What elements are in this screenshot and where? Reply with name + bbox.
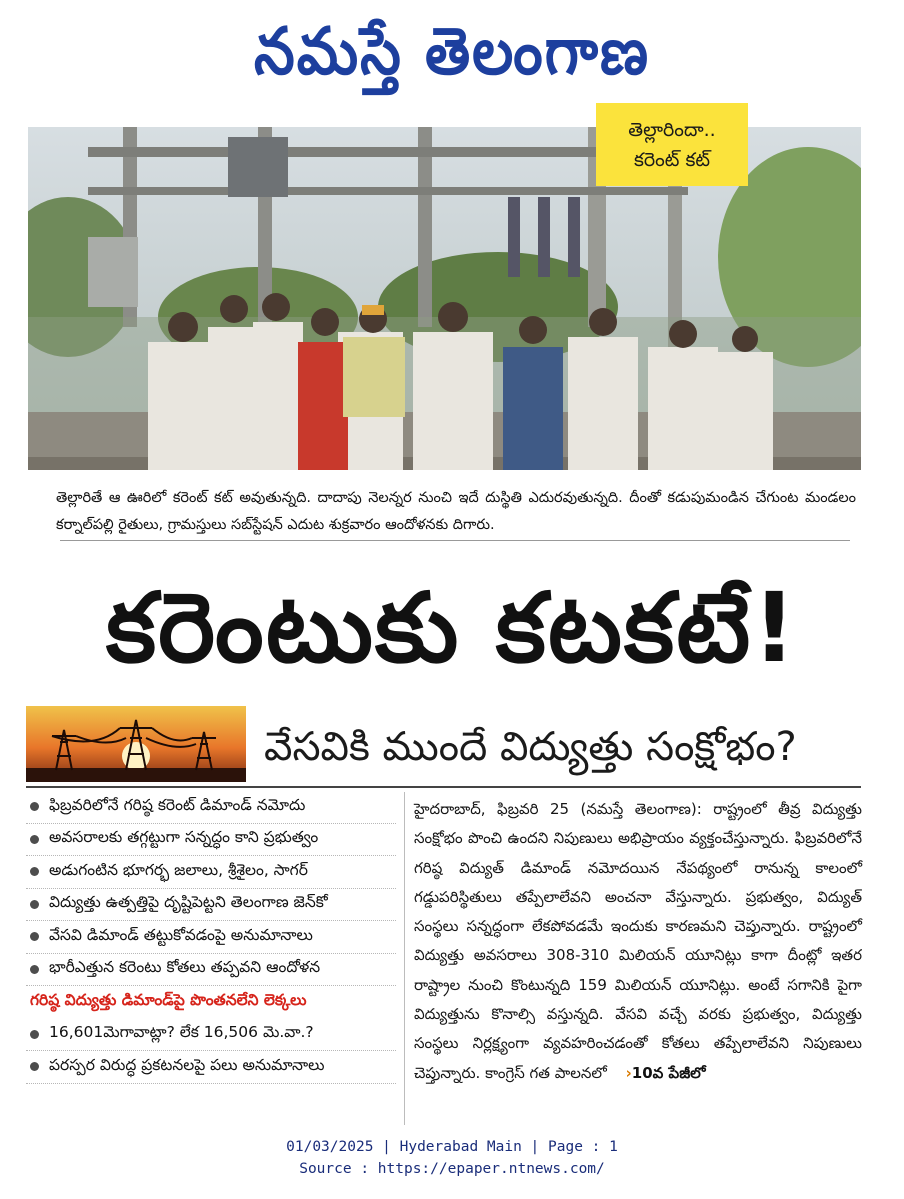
bullet-icon [30, 932, 39, 941]
list-item: 16,601మెగావాట్లా? లేక 16,506 మె.వా.? [26, 1019, 396, 1052]
list-item: విద్యుత్తు ఉత్పత్తిపై దృష్టిపెట్టని తెలంగాణ జెన్‌కో [26, 889, 396, 922]
subhead-divider [26, 786, 861, 788]
photo-caption: తెల్లారితే ఆ ఊరిలో కరెంట్ కట్ అవుతున్నది. దాదాపు నెలన్నర నుంచి ఇదే దుస్థితి ఎదురవుతున్నది. దీంతో కడుపుమండిన చేగుంట మండలం కర్నాల్‌పల్లి రైతులు, గ్రామస్తులు సబ్‌స్టేషన్ ఎదుట శుక్రవారం ఆందోళనకు దిగారు. [56, 490, 856, 533]
sticker-line-1: తెల్లారిందా.. [628, 118, 716, 141]
jump-label: 10వ పేజీలో [631, 1063, 706, 1082]
bullet-icon [30, 802, 39, 811]
sticker-label [596, 103, 748, 186]
footer-source-link[interactable]: Source : https://epaper.ntnews.com/ [299, 1161, 605, 1177]
bullet-icon [30, 900, 39, 909]
highlights-list [26, 791, 396, 1084]
list-item: ఫిబ్రవరిలోనే గరిష్ఠ కరెంట్ డిమాండ్ నమోదు [26, 791, 396, 824]
sticker-line-2: కరెంట్ కట్ [633, 148, 711, 171]
caption-divider [60, 540, 850, 541]
list-item: పరస్పర విరుద్ధ ప్రకటనలపై పలు అనుమానాలు [26, 1051, 396, 1084]
article-body [414, 795, 862, 1088]
bullet-icon [30, 867, 39, 876]
list-item: అడుగంటిన భూగర్భ జలాలు, శ్రీశైలం, సాగర్ [26, 856, 396, 889]
masthead-title: నమస్తే తెలంగాణ [254, 12, 650, 89]
continued-jump-link[interactable] [626, 1064, 706, 1082]
bullet-icon [30, 835, 39, 844]
footer-edition-info: 01/03/2025 | Hyderabad Main | Page : 1 [286, 1139, 618, 1155]
footer [0, 1136, 904, 1180]
pylon-graphic [26, 706, 246, 782]
list-item: భారీఎత్తున కరెంటు కోతలు తప్పవని ఆందోళన [26, 954, 396, 987]
red-subheading: గరిష్ఠ విద్యుత్తు డిమాండ్‌పై పొంతనలేని లెక్కలు [30, 991, 307, 1010]
list-item: వేసవి డిమాండ్ తట్టుకోవడంపై అనుమానాలు [26, 921, 396, 954]
masthead [0, 0, 904, 118]
subheadline: వేసవికి ముందే విద్యుత్తు సంక్షోభం? [264, 724, 797, 770]
list-item: అవసరాలకు తగ్గట్టుగా సన్నద్ధం కాని ప్రభుత్వం [26, 824, 396, 857]
chevron-right-icon: › [625, 1063, 632, 1082]
bullet-icon [30, 1062, 39, 1071]
pylon-sunset-image [26, 706, 246, 782]
column-divider [404, 792, 405, 1125]
headline: కరెంటుకు కటకటే! [105, 572, 799, 684]
bullet-icon [30, 965, 39, 974]
bullet-icon [30, 1030, 39, 1039]
article-body-text: హైదరాబాద్, ఫిబ్రవరి 25 (నమస్తే తెలంగాణ): రాష్ట్రంలో తీవ్ర విద్యుత్తు సంక్షోభం పొంచి ఉందని నిపుణులు అభిప్రాయం వ్యక్తంచేస్తున్నారు. ఫిబ్రవరిలోనే గరిష్ఠ విద్యుత్ డిమాండ్ నమోదయిన నేపథ్యంలో రానున్న కాలంలో గడ్డుపరిస్థితులు తప్పేలాలేవని అంచనా వేస్తున్నారు. ప్రభుత్వం, విద్యుత్ సంస్థలు సన్నద్ధంగా లేకపోవడమే ఇందుకు కారణమని చెప్తున్నారు. రాష్ట్రంలో విద్యుత్తు అవసరాలు 308-310 మిలియన్ యూనిట్లు కాగా దీంట్లో ఇతర రాష్ట్రాల నుంచి కొంటున్నది 159 మిలియన్ యూనిట్లు. అంటే సగానికి పైగా విద్యుత్తును కొనాల్సి వస్తున్నది. వేసవి వచ్చే వరకు ప్రభుత్వం, విద్యుత్తు సంస్థలు నిర్లక్ష్యంగా వ్యవహరించడంతో కోతలు తప్పేలాలేవని నిపుణులు చెప్తున్నారు. కాంగ్రెస్ గత పాలనలో [414, 800, 862, 1082]
